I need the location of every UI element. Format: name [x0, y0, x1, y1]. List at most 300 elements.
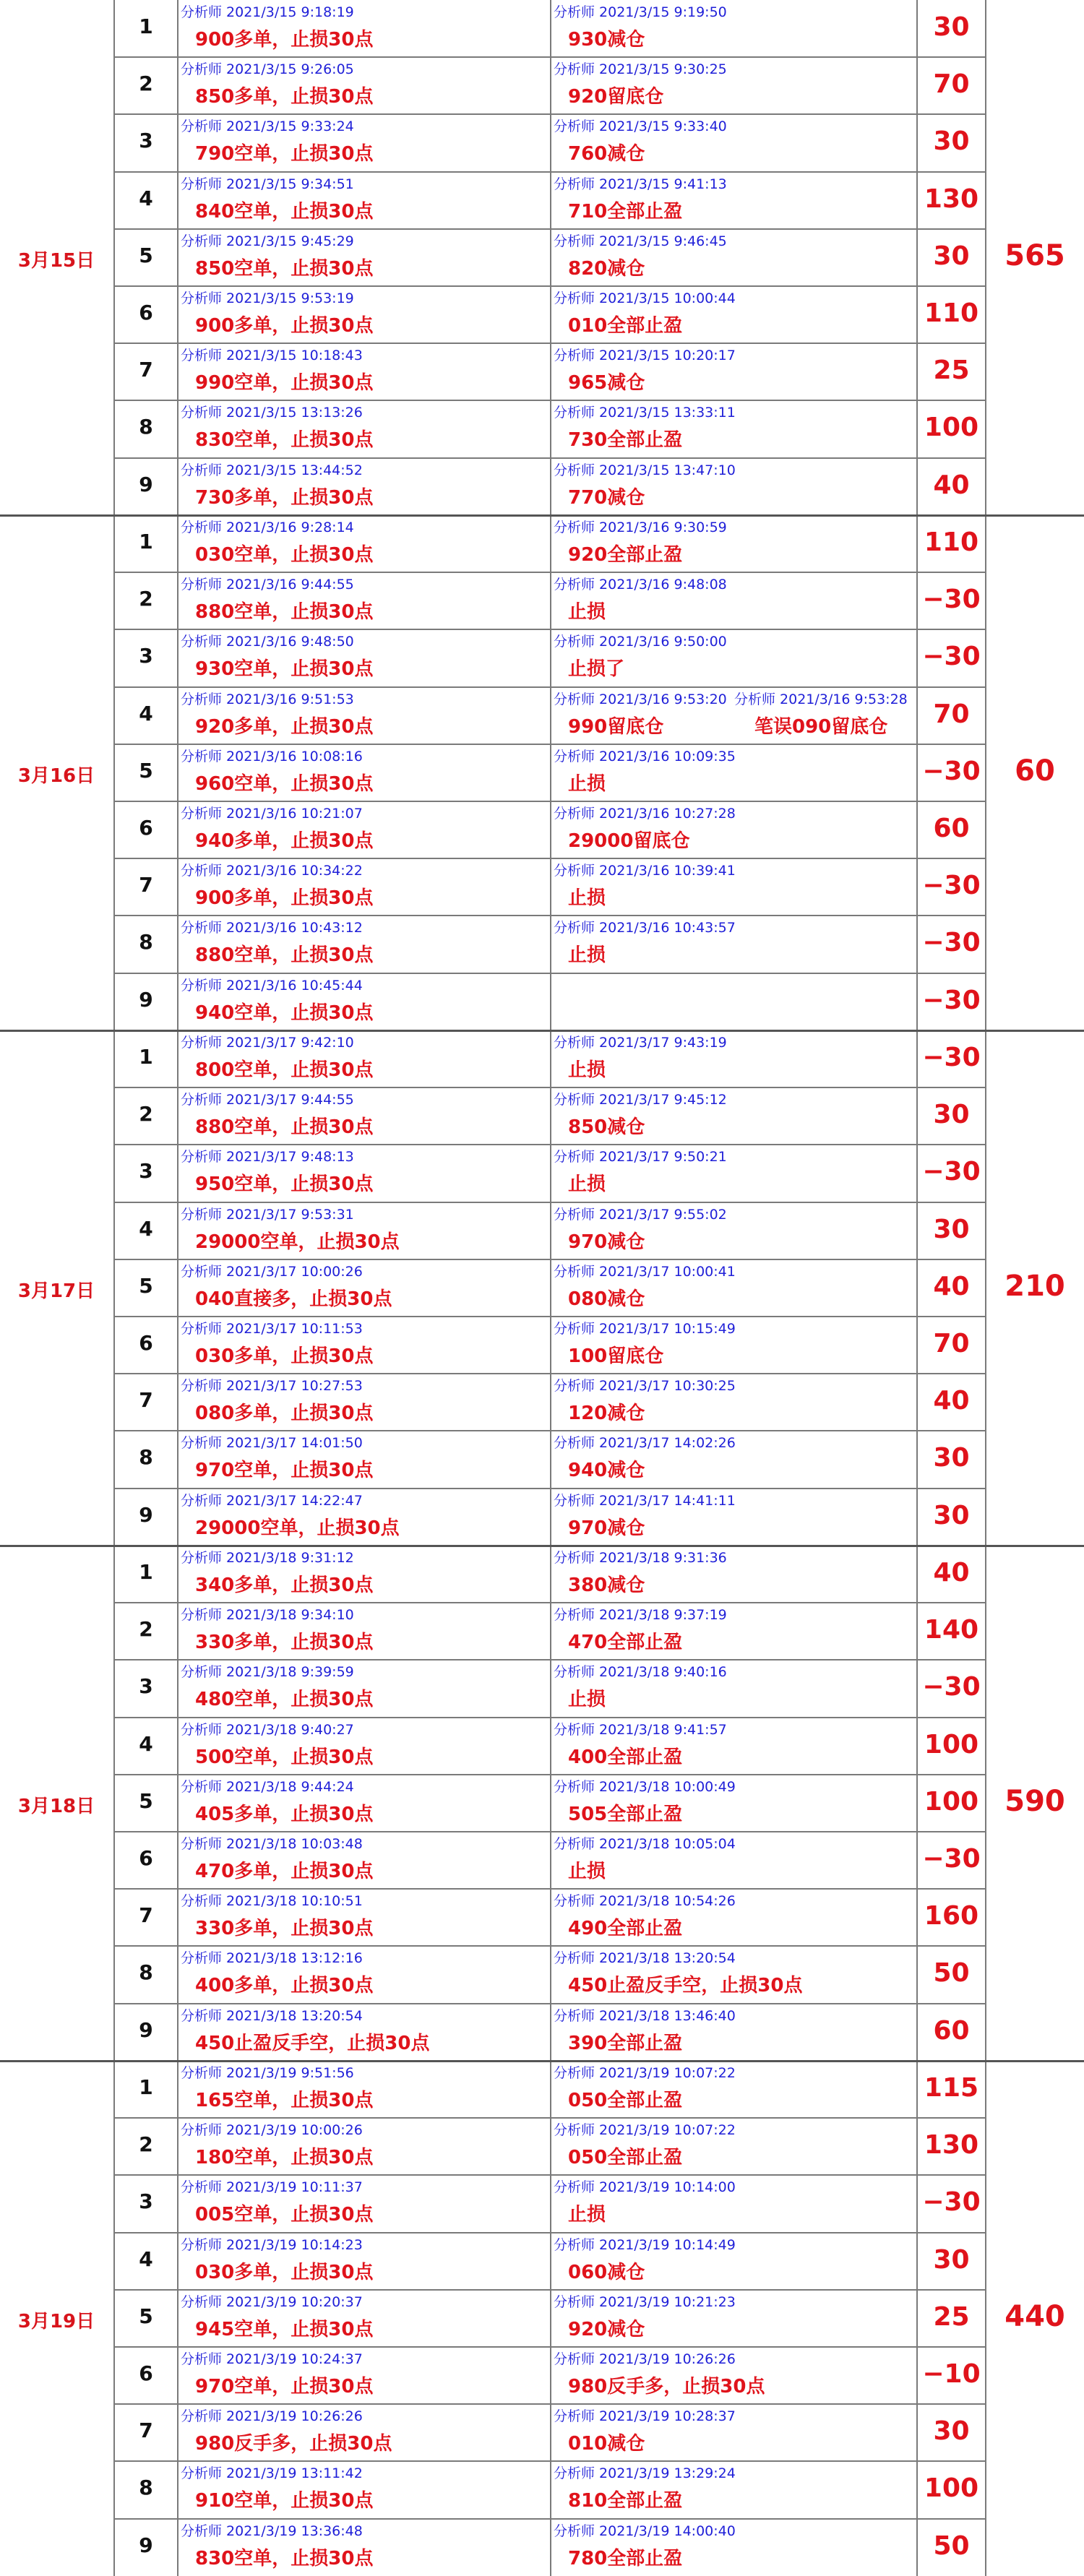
row-divider [114, 2117, 986, 2119]
open-instruction: 970空单，止损30点 [195, 2376, 374, 2398]
trade-number: 5 [139, 1274, 153, 1298]
row-divider [114, 285, 986, 287]
open-timestamp: 分析师 2021/3/15 13:13:26 [181, 405, 363, 421]
day-total-points: 210 [1005, 1269, 1065, 1303]
close-timestamp: 分析师 2021/3/17 14:02:26 [554, 1435, 736, 1451]
open-instruction: 29000空单，止损30点 [195, 1517, 400, 1539]
day-label: 3月16日 [17, 764, 95, 787]
open-instruction: 500空单，止损30点 [195, 1746, 374, 1768]
day-divider [0, 1545, 1084, 1547]
open-timestamp: 分析师 2021/3/18 9:39:59 [181, 1664, 354, 1680]
close-timestamp: 分析师 2021/3/19 10:14:00 [554, 2179, 736, 2195]
open-instruction: 330多单，止损30点 [195, 1918, 374, 1939]
row-divider [114, 2460, 986, 2462]
open-instruction: 030多单，止损30点 [195, 2262, 374, 2283]
close-instruction: 止损 [568, 2204, 606, 2226]
close-timestamp: 分析师 2021/3/18 10:00:49 [554, 1779, 736, 1795]
open-instruction: 080多单，止损30点 [195, 1403, 374, 1424]
close-instruction: 止损了 [568, 658, 625, 680]
trade-points: −30 [922, 585, 981, 614]
open-timestamp: 分析师 2021/3/16 9:28:14 [181, 520, 354, 535]
trade-number: 9 [139, 2533, 153, 2557]
row-divider [114, 1373, 986, 1374]
open-instruction: 340多单，止损30点 [195, 1575, 374, 1596]
open-instruction: 900多单，止损30点 [195, 887, 374, 909]
close-timestamp: 分析师 2021/3/15 9:30:25 [554, 61, 727, 77]
open-instruction: 990空单，止损30点 [195, 372, 374, 394]
trade-points: 100 [924, 1730, 979, 1759]
close-instruction: 100留底仓 [568, 1345, 664, 1367]
trade-points: 30 [933, 241, 970, 271]
close-instruction: 970减仓 [568, 1517, 645, 1539]
trade-points: 40 [933, 1386, 970, 1416]
close-instruction: 810全部止盈 [568, 2490, 683, 2512]
open-instruction: 980反手多，止损30点 [195, 2433, 392, 2455]
open-instruction: 005空单，止损30点 [195, 2204, 374, 2226]
trade-points: −30 [922, 642, 981, 671]
trade-points: 115 [924, 2073, 979, 2103]
close-timestamp: 分析师 2021/3/16 10:27:28 [554, 806, 736, 822]
row-divider [114, 400, 986, 401]
trade-points: −30 [922, 757, 981, 786]
open-timestamp: 分析师 2021/3/16 10:34:22 [181, 863, 363, 879]
row-divider [114, 2403, 986, 2405]
trade-points: 40 [933, 1272, 970, 1301]
close-instruction: 760减仓 [568, 143, 645, 165]
close-instruction: 820减仓 [568, 258, 645, 280]
open-timestamp: 分析师 2021/3/19 10:24:37 [181, 2351, 363, 2367]
close-instruction: 710全部止盈 [568, 201, 683, 223]
row-divider [114, 629, 986, 630]
day-total-points: 60 [1015, 754, 1055, 788]
close-instruction: 060减仓 [568, 2262, 645, 2283]
trade-points: 50 [933, 1958, 970, 1988]
open-instruction: 800空单，止损30点 [195, 1059, 374, 1081]
open-instruction: 880空单，止损30点 [195, 944, 374, 966]
open-timestamp: 分析师 2021/3/17 10:27:53 [181, 1378, 363, 1394]
open-timestamp: 分析师 2021/3/18 10:03:48 [181, 1836, 363, 1852]
close-instruction: 930减仓 [568, 29, 645, 51]
trade-number: 2 [139, 1102, 153, 1126]
trade-number: 8 [139, 930, 153, 954]
trade-points: 60 [933, 814, 970, 843]
open-instruction: 930空单，止损30点 [195, 658, 374, 680]
close-timestamp: 分析师 2021/3/15 9:46:45 [554, 233, 727, 249]
trade-number: 1 [139, 2075, 153, 2099]
trade-points: 25 [933, 2302, 970, 2332]
trade-number: 5 [139, 759, 153, 783]
row-divider [114, 1774, 986, 1775]
trade-number: 6 [139, 2361, 153, 2385]
close-timestamp: 分析师 2021/3/17 9:50:21 [554, 1149, 727, 1165]
open-timestamp: 分析师 2021/3/16 10:45:44 [181, 978, 363, 994]
close-timestamp: 分析师 2021/3/15 9:33:40 [554, 119, 727, 134]
day-label: 3月19日 [17, 2310, 95, 2332]
close-instruction: 止损 [568, 887, 606, 909]
open-timestamp: 分析师 2021/3/19 10:26:26 [181, 2408, 363, 2424]
open-instruction: 900多单，止损30点 [195, 29, 374, 51]
trade-points: −30 [922, 1844, 981, 1874]
day-total-points: 565 [1005, 238, 1065, 272]
close-timestamp: 分析师 2021/3/15 9:41:13 [554, 176, 727, 192]
close-timestamp: 分析师 2021/3/16 9:50:00 [554, 634, 727, 650]
open-timestamp: 分析师 2021/3/19 10:20:37 [181, 2294, 363, 2310]
open-timestamp: 分析师 2021/3/17 9:42:10 [181, 1035, 354, 1051]
trade-number: 5 [139, 2304, 153, 2328]
trade-number: 9 [139, 1503, 153, 1527]
row-divider [114, 1659, 986, 1660]
close-instruction: 390全部止盈 [568, 2033, 683, 2054]
day-total-points: 590 [1005, 1784, 1065, 1818]
close-instruction: 29000留底仓 [568, 830, 690, 852]
open-instruction: 330多单，止损30点 [195, 1632, 374, 1653]
trade-points: −30 [922, 1157, 981, 1186]
trade-points: −30 [922, 1672, 981, 1702]
close-instruction: 止损 [568, 944, 606, 966]
trade-number: 3 [139, 1674, 153, 1698]
open-instruction: 030空单，止损30点 [195, 544, 374, 566]
open-instruction: 840空单，止损30点 [195, 201, 374, 223]
open-instruction: 910空单，止损30点 [195, 2490, 374, 2512]
day-label: 3月17日 [17, 1280, 95, 1302]
close-instruction: 止损 [568, 1861, 606, 1882]
close-timestamp: 分析师 2021/3/18 9:31:36 [554, 1550, 727, 1566]
close-timestamp: 分析师 2021/3/15 10:20:17 [554, 348, 736, 363]
trade-points: 30 [933, 126, 970, 156]
row-divider [114, 457, 986, 459]
trade-number: 4 [139, 2247, 153, 2271]
open-instruction: 850空单，止损30点 [195, 258, 374, 280]
correction-timestamp: 分析师 2021/3/16 9:53:28 [734, 692, 908, 707]
open-instruction: 830空单，止损30点 [195, 2548, 374, 2569]
open-timestamp: 分析师 2021/3/15 9:26:05 [181, 61, 354, 77]
row-divider [114, 858, 986, 859]
close-timestamp: 分析师 2021/3/19 10:07:22 [554, 2065, 736, 2081]
close-timestamp: 分析师 2021/3/19 10:28:37 [554, 2408, 736, 2424]
trade-points: −30 [922, 986, 981, 1015]
day-label: 3月18日 [17, 1795, 95, 1817]
trade-points: 40 [933, 470, 970, 500]
open-instruction: 900多单，止损30点 [195, 315, 374, 337]
trade-points: −30 [922, 1043, 981, 1072]
close-instruction: 450止盈反手空，止损30点 [568, 1975, 803, 1996]
trade-points: 140 [924, 1615, 979, 1645]
close-instruction: 050全部止盈 [568, 2090, 683, 2111]
row-divider [114, 2174, 986, 2176]
open-timestamp: 分析师 2021/3/18 9:34:10 [181, 1607, 354, 1623]
close-timestamp: 分析师 2021/3/19 10:21:23 [554, 2294, 736, 2310]
trade-points: 30 [933, 2416, 970, 2446]
trade-number: 3 [139, 129, 153, 152]
open-timestamp: 分析师 2021/3/17 14:01:50 [181, 1435, 363, 1451]
row-divider [114, 801, 986, 802]
close-instruction: 505全部止盈 [568, 1804, 683, 1825]
open-timestamp: 分析师 2021/3/19 10:00:26 [181, 2122, 363, 2138]
close-instruction: 080减仓 [568, 1288, 645, 1310]
close-timestamp: 分析师 2021/3/16 9:48:08 [554, 577, 727, 593]
row-divider [114, 1717, 986, 1718]
open-timestamp: 分析师 2021/3/18 9:44:24 [181, 1779, 354, 1795]
close-instruction: 965减仓 [568, 372, 645, 394]
close-timestamp: 分析师 2021/3/19 10:07:22 [554, 2122, 736, 2138]
close-timestamp: 分析师 2021/3/15 10:00:44 [554, 290, 736, 306]
trade-number: 4 [139, 1732, 153, 1756]
row-divider [114, 1488, 986, 1489]
day-total-points: 440 [1005, 2299, 1065, 2333]
trade-points: 70 [933, 1329, 970, 1358]
close-timestamp: 分析师 2021/3/17 9:45:12 [554, 1092, 727, 1108]
row-divider [114, 171, 986, 173]
close-timestamp: 分析师 2021/3/19 13:29:24 [554, 2465, 736, 2481]
close-timestamp: 分析师 2021/3/18 10:54:26 [554, 1893, 736, 1909]
trade-number: 9 [139, 988, 153, 1012]
trade-points: 30 [933, 1443, 970, 1473]
close-timestamp: 分析师 2021/3/18 13:20:54 [554, 1950, 736, 1966]
col-line-close [550, 0, 551, 2576]
trade-number: 6 [139, 1846, 153, 1870]
close-timestamp: 分析师 2021/3/18 9:40:16 [554, 1664, 727, 1680]
trade-number: 2 [139, 1617, 153, 1641]
trade-points: 30 [933, 1100, 970, 1129]
trade-points: 30 [933, 2245, 970, 2275]
trade-number: 6 [139, 1331, 153, 1355]
close-timestamp: 分析师 2021/3/17 9:55:02 [554, 1207, 727, 1223]
trade-points: 30 [933, 1501, 970, 1530]
open-timestamp: 分析师 2021/3/15 9:53:19 [181, 290, 354, 306]
open-timestamp: 分析师 2021/3/19 13:11:42 [181, 2465, 363, 2481]
close-instruction: 780全部止盈 [568, 2548, 683, 2569]
close-timestamp: 分析师 2021/3/17 10:30:25 [554, 1378, 736, 1394]
open-timestamp: 分析师 2021/3/15 9:45:29 [181, 233, 354, 249]
close-timestamp: 分析师 2021/3/16 9:30:59 [554, 520, 727, 535]
trade-number: 4 [139, 186, 153, 210]
open-instruction: 040直接多，止损30点 [195, 1288, 392, 1310]
open-instruction: 180空单，止损30点 [195, 2147, 374, 2168]
open-instruction: 945空单，止损30点 [195, 2319, 374, 2340]
close-timestamp: 分析师 2021/3/15 13:47:10 [554, 462, 736, 478]
open-instruction: 29000空单，止损30点 [195, 1231, 400, 1253]
open-instruction: 940空单，止损30点 [195, 1002, 374, 1024]
open-timestamp: 分析师 2021/3/19 10:14:23 [181, 2237, 363, 2253]
row-divider [114, 113, 986, 115]
row-divider [114, 915, 986, 916]
day-label: 3月15日 [17, 249, 95, 272]
close-timestamp: 分析师 2021/3/17 9:43:19 [554, 1035, 727, 1051]
close-instruction: 730全部止盈 [568, 429, 683, 451]
day-divider [0, 2060, 1084, 2062]
row-divider [114, 1202, 986, 1203]
close-timestamp: 分析师 2021/3/18 9:41:57 [554, 1722, 727, 1738]
close-instruction: 970减仓 [568, 1231, 645, 1253]
close-timestamp: 分析师 2021/3/16 10:09:35 [554, 749, 736, 764]
close-instruction: 490全部止盈 [568, 1918, 683, 1939]
close-instruction: 920减仓 [568, 2319, 645, 2340]
open-instruction: 830空单，止损30点 [195, 429, 374, 451]
trade-number: 3 [139, 2189, 153, 2213]
open-timestamp: 分析师 2021/3/19 10:11:37 [181, 2179, 363, 2195]
correction-instruction: 笔误090留底仓 [754, 716, 888, 738]
open-timestamp: 分析师 2021/3/16 9:44:55 [181, 577, 354, 593]
trade-number: 4 [139, 1217, 153, 1241]
close-instruction: 120减仓 [568, 1403, 645, 1424]
trade-number: 8 [139, 1960, 153, 1984]
open-instruction: 730多单，止损30点 [195, 487, 374, 509]
close-instruction: 980反手多，止损30点 [568, 2376, 765, 2398]
trade-number: 9 [139, 2018, 153, 2042]
open-instruction: 970空单，止损30点 [195, 1460, 374, 1481]
trade-number: 8 [139, 415, 153, 439]
trade-number: 2 [139, 72, 153, 95]
trade-points: 160 [924, 1901, 979, 1931]
close-instruction: 010全部止盈 [568, 315, 683, 337]
trade-number: 7 [139, 1903, 153, 1927]
open-instruction: 400多单，止损30点 [195, 1975, 374, 1996]
open-instruction: 470多单，止损30点 [195, 1861, 374, 1882]
open-timestamp: 分析师 2021/3/19 13:36:48 [181, 2523, 363, 2539]
trade-points: 100 [924, 1787, 979, 1817]
open-timestamp: 分析师 2021/3/15 9:18:19 [181, 4, 354, 20]
close-timestamp: 分析师 2021/3/19 10:14:49 [554, 2237, 736, 2253]
close-timestamp: 分析师 2021/3/18 9:37:19 [554, 1607, 727, 1623]
open-timestamp: 分析师 2021/3/15 9:34:51 [181, 176, 354, 192]
row-divider [114, 1602, 986, 1603]
close-timestamp: 分析师 2021/3/18 13:46:40 [554, 2008, 736, 2024]
open-timestamp: 分析师 2021/3/16 10:43:12 [181, 920, 363, 936]
trade-number: 8 [139, 2476, 153, 2499]
open-timestamp: 分析师 2021/3/15 13:44:52 [181, 462, 363, 478]
open-instruction: 480空单，止损30点 [195, 1689, 374, 1710]
close-instruction: 止损 [568, 1173, 606, 1195]
trade-number: 9 [139, 473, 153, 496]
open-instruction: 790空单，止损30点 [195, 143, 374, 165]
trade-number: 5 [139, 1789, 153, 1813]
row-divider [114, 228, 986, 230]
day-divider [0, 1030, 1084, 1032]
row-divider [114, 1945, 986, 1947]
close-timestamp: 分析师 2021/3/16 9:53:20 [554, 692, 727, 707]
close-instruction: 850减仓 [568, 1116, 645, 1138]
close-timestamp: 分析师 2021/3/18 10:05:04 [554, 1836, 736, 1852]
row-divider [114, 1144, 986, 1145]
close-instruction: 470全部止盈 [568, 1632, 683, 1653]
open-timestamp: 分析师 2021/3/18 9:40:27 [181, 1722, 354, 1738]
trade-number: 1 [139, 1560, 153, 1584]
trade-number: 4 [139, 702, 153, 725]
trade-points: −10 [922, 2359, 981, 2389]
trade-number: 5 [139, 244, 153, 267]
close-instruction: 990留底仓 [568, 716, 664, 738]
row-divider [114, 973, 986, 974]
close-instruction: 止损 [568, 601, 606, 623]
trade-number: 7 [139, 1388, 153, 1412]
close-instruction: 010减仓 [568, 2433, 645, 2455]
row-divider [114, 1888, 986, 1890]
trade-number: 1 [139, 1045, 153, 1069]
close-instruction: 920全部止盈 [568, 544, 683, 566]
open-timestamp: 分析师 2021/3/19 9:51:56 [181, 2065, 354, 2081]
open-timestamp: 分析师 2021/3/18 9:31:12 [181, 1550, 354, 1566]
open-timestamp: 分析师 2021/3/18 13:12:16 [181, 1950, 363, 1966]
row-divider [114, 56, 986, 58]
trade-number: 2 [139, 587, 153, 611]
trade-number: 8 [139, 1445, 153, 1469]
row-divider [114, 2518, 986, 2520]
open-instruction: 165空单，止损30点 [195, 2090, 374, 2111]
open-timestamp: 分析师 2021/3/16 9:51:53 [181, 692, 354, 707]
row-divider [114, 1087, 986, 1088]
open-instruction: 940多单，止损30点 [195, 830, 374, 852]
row-divider [114, 2289, 986, 2291]
trade-points: 30 [933, 12, 970, 42]
row-divider [114, 2003, 986, 2004]
row-divider [114, 686, 986, 688]
open-instruction: 950空单，止损30点 [195, 1173, 374, 1195]
close-instruction: 止损 [568, 1689, 606, 1710]
close-timestamp: 分析师 2021/3/17 10:15:49 [554, 1321, 736, 1337]
trade-points: −30 [922, 871, 981, 900]
close-timestamp: 分析师 2021/3/17 10:00:41 [554, 1264, 736, 1280]
trade-number: 3 [139, 644, 153, 668]
close-timestamp: 分析师 2021/3/16 10:43:57 [554, 920, 736, 936]
open-timestamp: 分析师 2021/3/17 14:22:47 [181, 1493, 363, 1509]
close-timestamp: 分析师 2021/3/17 14:41:11 [554, 1493, 736, 1509]
trade-points: 110 [924, 298, 979, 328]
close-timestamp: 分析师 2021/3/16 10:39:41 [554, 863, 736, 879]
trade-points: 110 [924, 527, 979, 557]
open-timestamp: 分析师 2021/3/17 10:11:53 [181, 1321, 363, 1337]
close-timestamp: 分析师 2021/3/15 13:33:11 [554, 405, 736, 421]
close-instruction: 050全部止盈 [568, 2147, 683, 2168]
close-timestamp: 分析师 2021/3/19 10:26:26 [554, 2351, 736, 2367]
open-instruction: 960空单，止损30点 [195, 773, 374, 795]
row-divider [114, 2232, 986, 2233]
trade-points: 70 [933, 69, 970, 99]
close-timestamp: 分析师 2021/3/15 9:19:50 [554, 4, 727, 20]
trade-number: 2 [139, 2132, 153, 2156]
row-divider [114, 2346, 986, 2348]
close-instruction: 380减仓 [568, 1575, 645, 1596]
trade-points: 130 [924, 184, 979, 214]
row-divider [114, 343, 986, 344]
trade-number: 3 [139, 1159, 153, 1183]
row-divider [114, 1831, 986, 1832]
trade-points: 50 [933, 2531, 970, 2561]
trade-number: 7 [139, 873, 153, 897]
trade-points: 70 [933, 699, 970, 729]
close-instruction: 止损 [568, 1059, 606, 1081]
close-timestamp: 分析师 2021/3/19 14:00:40 [554, 2523, 736, 2539]
trade-number: 1 [139, 530, 153, 553]
open-timestamp: 分析师 2021/3/16 10:08:16 [181, 749, 363, 764]
open-timestamp: 分析师 2021/3/17 9:44:55 [181, 1092, 354, 1108]
open-timestamp: 分析师 2021/3/16 10:21:07 [181, 806, 363, 822]
trade-number: 6 [139, 301, 153, 324]
row-divider [114, 1316, 986, 1317]
open-timestamp: 分析师 2021/3/17 9:53:31 [181, 1207, 354, 1223]
open-timestamp: 分析师 2021/3/18 10:10:51 [181, 1893, 363, 1909]
trade-points: 60 [933, 2016, 970, 2046]
open-timestamp: 分析师 2021/3/15 9:33:24 [181, 119, 354, 134]
close-instruction: 770减仓 [568, 487, 645, 509]
close-instruction: 止损 [568, 773, 606, 795]
open-instruction: 880空单，止损30点 [195, 601, 374, 623]
row-divider [114, 1259, 986, 1260]
open-instruction: 030多单，止损30点 [195, 1345, 374, 1367]
row-divider [114, 1430, 986, 1431]
trade-points: 30 [933, 1215, 970, 1244]
trade-points: −30 [922, 2187, 981, 2217]
trade-number: 7 [139, 358, 153, 382]
